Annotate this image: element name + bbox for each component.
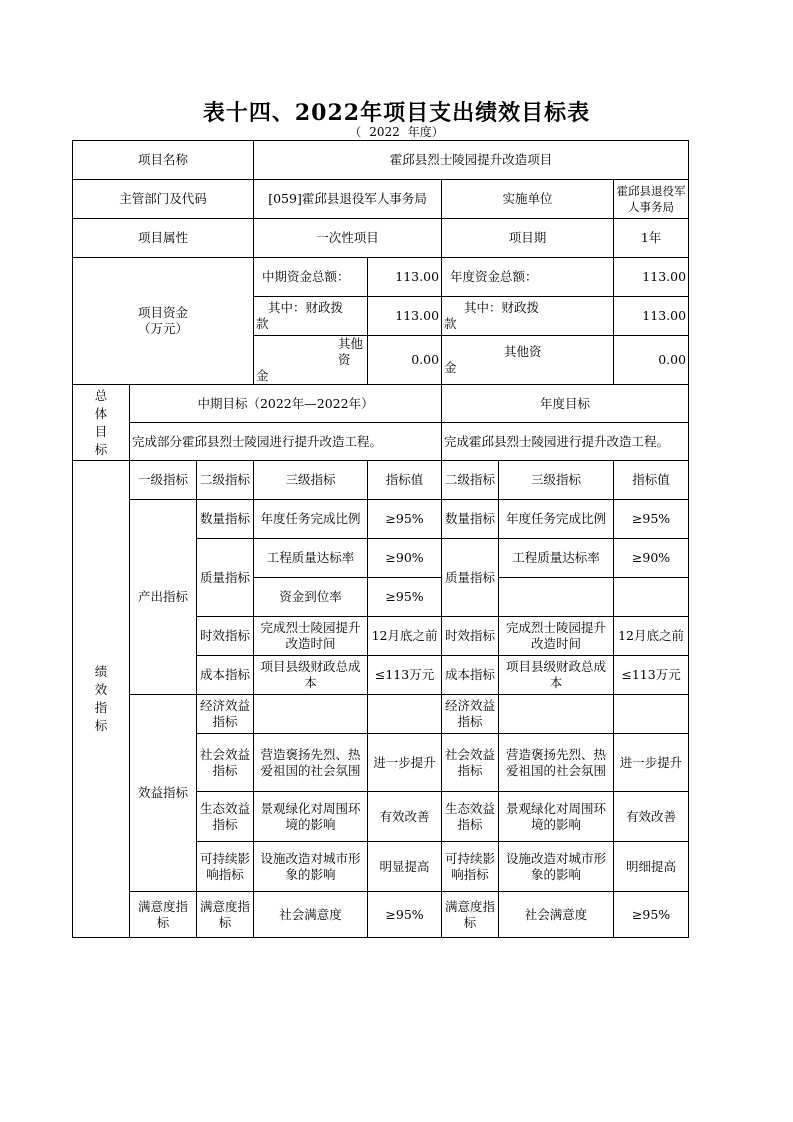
- satisfaction-l2: [197, 892, 254, 938]
- social-l2-line1: 社会效益: [200, 746, 251, 762]
- sustain-l2y-line1: 可持续影: [445, 850, 496, 866]
- output-indicator-label: 产出指标: [130, 500, 197, 695]
- sustain-l3y-line1: 设施改造对城市形: [506, 850, 607, 866]
- overall-char-4: 标: [94, 441, 108, 457]
- attr-value: 一次性项目: [254, 219, 442, 258]
- year-fiscal-value: 113.00: [614, 297, 689, 336]
- col-level3-header: 三级指标: [254, 461, 368, 500]
- economic-l2-year: [442, 695, 499, 734]
- perf-char-3: 指: [94, 700, 108, 715]
- quantity-l2: 数量指标: [197, 500, 254, 539]
- economic-l2-line1: 经济效益: [200, 698, 251, 713]
- quantity-l2-year: 数量指标: [442, 500, 499, 539]
- sustain-value: 明显提高: [368, 842, 442, 892]
- dept-value: [059]霍邱县退役军人事务局: [254, 180, 442, 219]
- year-goal-header: 年度目标: [442, 385, 689, 423]
- eco-l2y-line1: 生态效益: [445, 800, 496, 816]
- mid-fiscal-value: 113.00: [368, 297, 442, 336]
- quality-l2-year: 质量指标: [442, 539, 499, 617]
- year-fiscal-label: [442, 297, 614, 336]
- cost-l2-year: 成本指标: [442, 656, 499, 695]
- cost-l3-year: [499, 656, 614, 695]
- dept-label: 主管部门及代码: [73, 180, 254, 219]
- social-l3-line2: 爱祖国的社会氛围: [260, 762, 361, 778]
- timeliness-value: 12月底之前: [368, 617, 442, 656]
- col-level2-header: 二级指标: [197, 461, 254, 500]
- eco-l3y-line2: 境的影响: [531, 816, 582, 832]
- year-other-label-1: 其他资: [504, 344, 542, 359]
- project-name-value: 霍邱县烈士陵园提升改造项目: [254, 141, 689, 180]
- eco-l2y-line2: 指标: [457, 816, 483, 832]
- mid-other-label: [254, 336, 368, 385]
- economic-l3-year: [499, 695, 614, 734]
- mid-other-label-1: 其他资: [338, 336, 364, 367]
- eco-l2-line2: 指标: [212, 816, 238, 832]
- col-value-year-header: 指标值: [614, 461, 689, 500]
- mid-fiscal-label: [254, 297, 368, 336]
- social-l2y-line1: 社会效益: [445, 746, 496, 762]
- social-l3: [254, 734, 368, 792]
- satisfaction-l3: 社会满意度: [254, 892, 368, 938]
- eco-l3-line2: 境的影响: [285, 816, 336, 832]
- satisfaction-l2-year: [442, 892, 499, 938]
- timeliness-l3y-line1: 完成烈士陵园提升: [506, 620, 607, 635]
- mid-goal-header: 中期目标（2022年—2022年）: [130, 385, 442, 423]
- economic-l2y-line2: 指标: [457, 714, 483, 729]
- mid-total-label: 中期资金总额：: [254, 258, 368, 297]
- satisfaction-l2y-line1: 满意度指: [445, 898, 496, 914]
- timeliness-l2: 时效指标: [197, 617, 254, 656]
- quality1-l3-year: 工程质量达标率: [499, 539, 614, 578]
- year-other-label: [442, 336, 614, 385]
- year-open: （: [349, 125, 362, 139]
- eco-value-year: 有效改善: [614, 792, 689, 842]
- quality1-value: ≥90%: [368, 539, 442, 578]
- satisfaction-label-line1: 满意度指: [137, 898, 188, 914]
- satisfaction-value: ≥95%: [368, 892, 442, 938]
- social-l3-line1: 营造褒扬先烈、热: [260, 746, 361, 762]
- sustain-value-year: 明细提高: [614, 842, 689, 892]
- cost-l3y-line2: 本: [549, 675, 563, 690]
- impl-label: 实施单位: [442, 180, 614, 219]
- quality2-value-year: [614, 578, 689, 617]
- economic-value-year: [614, 695, 689, 734]
- eco-l3-line1: 景观绿化对周围环: [260, 800, 361, 816]
- eco-value: 有效改善: [368, 792, 442, 842]
- cost-l3-line2: 本: [304, 675, 317, 690]
- economic-l2-line2: 指标: [212, 714, 238, 729]
- attr-label: 项目属性: [73, 219, 254, 258]
- economic-l2y-line1: 经济效益: [445, 698, 496, 713]
- cost-value-year: ≤113万元: [614, 656, 689, 695]
- funds-label-line1: 项目资金: [138, 305, 189, 320]
- period-label: 项目期: [442, 219, 614, 258]
- mid-total-value: 113.00: [368, 258, 442, 297]
- funds-label: [73, 258, 254, 385]
- performance-target-table: [72, 140, 689, 938]
- period-value: 1年: [614, 219, 689, 258]
- quality2-l3-year: [499, 578, 614, 617]
- sustain-l2-line1: 可持续影: [200, 850, 251, 866]
- sustain-l3: [254, 842, 368, 892]
- benefit-indicator-label: 效益指标: [130, 695, 197, 892]
- year-total-value: 113.00: [614, 258, 689, 297]
- satisfaction-indicator-label: [130, 892, 197, 938]
- social-l2: [197, 734, 254, 792]
- economic-l2: [197, 695, 254, 734]
- page-title: 表十四、2022年项目支出绩效目标表: [202, 100, 591, 126]
- social-l2-line2: 指标: [212, 762, 238, 778]
- timeliness-l3y-line2: 改造时间: [531, 636, 582, 651]
- sustain-l3-year: [499, 842, 614, 892]
- cost-l2: 成本指标: [197, 656, 254, 695]
- mid-fiscal-label-2: 款: [256, 316, 269, 331]
- social-l3y-line2: 爱祖国的社会氛围: [506, 762, 607, 778]
- social-l3y-line1: 营造褒扬先烈、热: [506, 746, 607, 762]
- economic-value: [368, 695, 442, 734]
- cost-value: ≤113万元: [368, 656, 442, 695]
- sustain-l2y-line2: 响指标: [451, 866, 489, 882]
- perf-char-1: 绩: [94, 664, 108, 679]
- perf-indicator-label: [73, 461, 130, 938]
- satisfaction-l2y-line2: 标: [463, 914, 477, 930]
- timeliness-l3: [254, 617, 368, 656]
- overall-char-1: 总: [94, 387, 108, 403]
- mid-other-label-2: 金: [256, 368, 269, 383]
- quantity-value-year: ≥95%: [614, 500, 689, 539]
- sustain-l2: [197, 842, 254, 892]
- overall-char-2: 体: [94, 405, 108, 421]
- quantity-value: ≥95%: [368, 500, 442, 539]
- satisfaction-value-year: ≥95%: [614, 892, 689, 938]
- year-other-value: 0.00: [614, 336, 689, 385]
- quantity-l3: 年度任务完成比例: [254, 500, 368, 539]
- cost-l3y-line1: 项目县级财政总成: [506, 659, 607, 674]
- eco-l3-year: [499, 792, 614, 842]
- mid-fiscal-label-1: 其中：财政拨: [268, 300, 344, 315]
- col-level2-year-header: 二级指标: [442, 461, 499, 500]
- eco-l2: [197, 792, 254, 842]
- cost-l3: [254, 656, 368, 695]
- sustain-l2-line2: 响指标: [206, 866, 244, 882]
- quality1-value-year: ≥90%: [614, 539, 689, 578]
- mid-goal-text: 完成部分霍邱县烈士陵园进行提升改造工程。: [130, 423, 442, 461]
- project-name-label: 项目名称: [73, 141, 254, 180]
- social-value: 进一步提升: [368, 734, 442, 792]
- satisfaction-l3-year: 社会满意度: [499, 892, 614, 938]
- satisfaction-l2-line2: 标: [218, 914, 232, 930]
- quality2-l3: 资金到位率: [254, 578, 368, 617]
- year-goal-text: 完成霍邱县烈士陵园进行提升改造工程。: [442, 423, 689, 461]
- year-fiscal-label-2: 款: [444, 316, 457, 331]
- impl-value: 霍邱县退役军人事务局: [614, 180, 689, 219]
- year-other-label-2: 金: [444, 360, 457, 375]
- social-l2-year: [442, 734, 499, 792]
- funds-label-line2: （万元）: [138, 321, 189, 336]
- sustain-l3-line2: 象的影响: [285, 866, 336, 882]
- mid-other-value: 0.00: [368, 336, 442, 385]
- satisfaction-l2-line1: 满意度指: [200, 898, 251, 914]
- year-fiscal-label-1: 其中：财政拨: [464, 300, 540, 315]
- col-level1-header: 一级指标: [130, 461, 197, 500]
- sustain-l3-line1: 设施改造对城市形: [260, 850, 361, 866]
- eco-l2-year: [442, 792, 499, 842]
- timeliness-l2-year: 时效指标: [442, 617, 499, 656]
- timeliness-l3-year: [499, 617, 614, 656]
- quality1-l3: 工程质量达标率: [254, 539, 368, 578]
- social-l2y-line2: 指标: [457, 762, 483, 778]
- timeliness-l3-line2: 改造时间: [285, 636, 336, 651]
- eco-l3: [254, 792, 368, 842]
- satisfaction-label-line2: 标: [156, 914, 170, 930]
- timeliness-l3-line1: 完成烈士陵园提升: [260, 620, 361, 635]
- year-close: 年度）: [407, 125, 444, 139]
- quantity-l3-year: 年度任务完成比例: [499, 500, 614, 539]
- perf-char-4: 标: [94, 718, 108, 733]
- sustain-l3y-line2: 象的影响: [531, 866, 582, 882]
- year-value: 2022: [369, 125, 400, 139]
- year-total-label: 年度资金总额：: [442, 258, 614, 297]
- sustain-l2-year: [442, 842, 499, 892]
- overall-goal-label: [73, 385, 130, 461]
- quality-l2: 质量指标: [197, 539, 254, 617]
- economic-l3: [254, 695, 368, 734]
- quality2-value: ≥95%: [368, 578, 442, 617]
- eco-l3y-line1: 景观绿化对周围环: [506, 800, 607, 816]
- timeliness-value-year: 12月底之前: [614, 617, 689, 656]
- col-value-header: 指标值: [368, 461, 442, 500]
- col-level3-year-header: 三级指标: [499, 461, 614, 500]
- year-subtitle: [0, 123, 793, 140]
- perf-char-2: 效: [94, 682, 108, 697]
- cost-l3-line1: 项目县级财政总成: [260, 659, 361, 674]
- social-value-year: 进一步提升: [614, 734, 689, 792]
- social-l3-year: [499, 734, 614, 792]
- overall-char-3: 目: [94, 423, 108, 439]
- eco-l2-line1: 生态效益: [200, 800, 251, 816]
